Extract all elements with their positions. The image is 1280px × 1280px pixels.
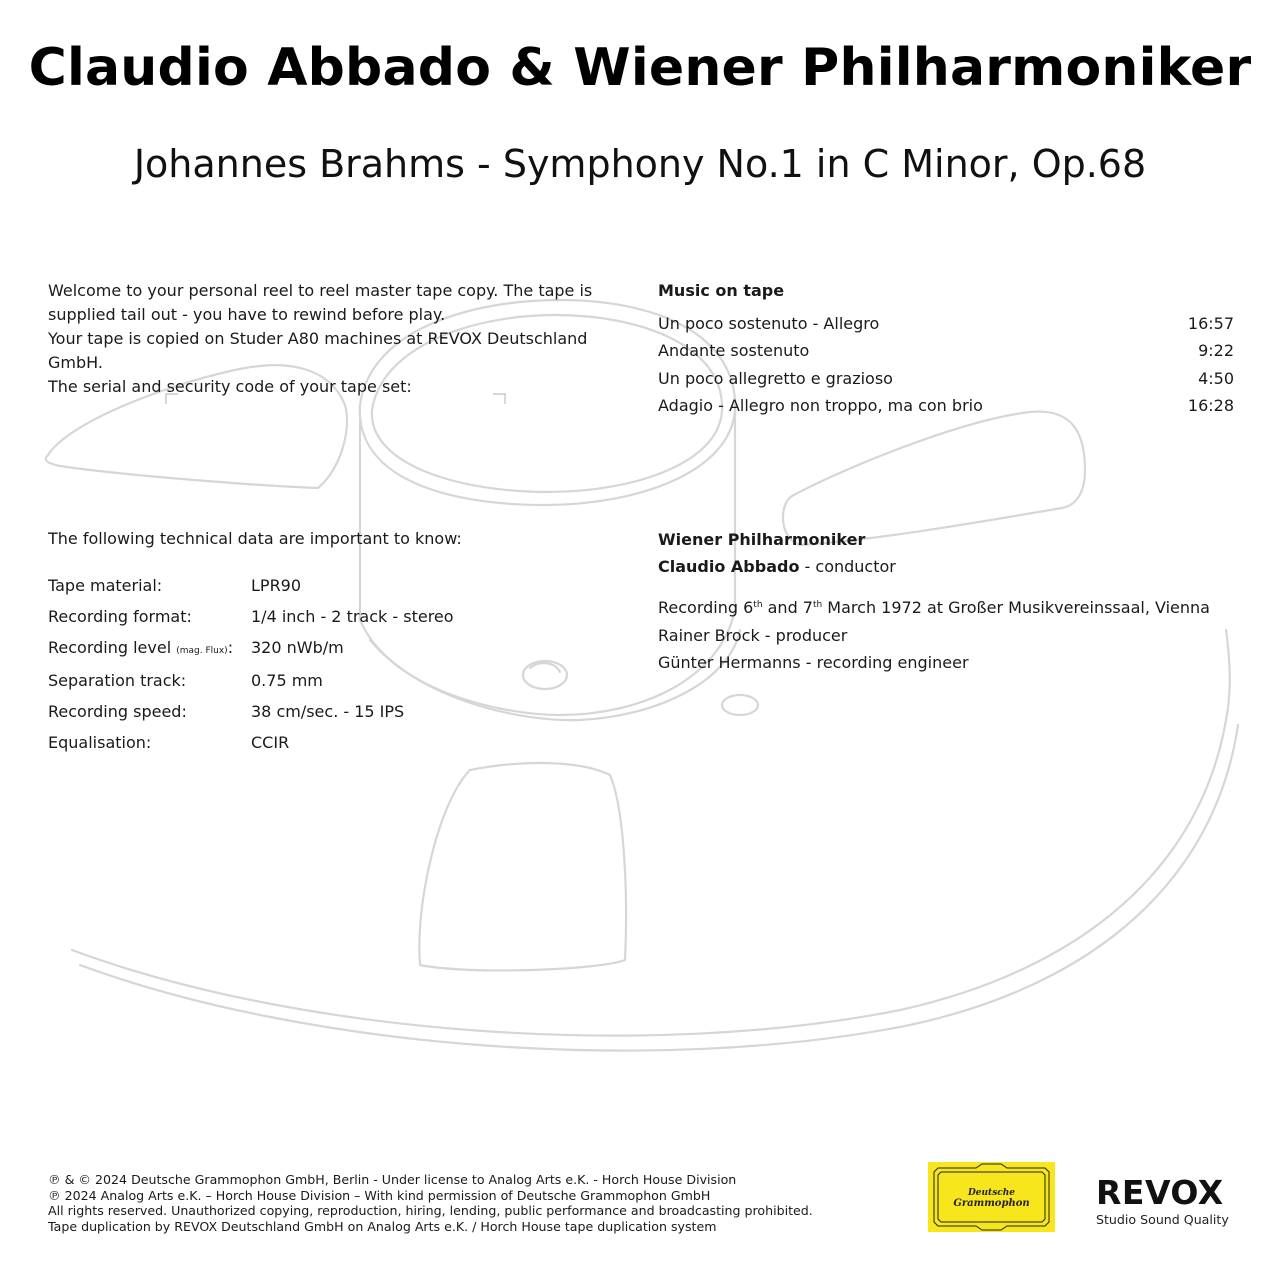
recording-info-start: Recording 6 [658,598,754,618]
revox-tagline: Studio Sound Quality [1096,1212,1229,1227]
tech-label: Tape material: [48,576,163,595]
track-duration: 4:50 [1198,368,1234,388]
tech-row [48,666,454,697]
tech-label [48,633,251,667]
tech-label: Recording format: [48,606,192,626]
orchestra-name: Wiener Philharmoniker [658,530,866,549]
tech-label: Recording speed: [48,702,187,722]
track-duration: 16:28 [1187,395,1234,415]
conductor-line [658,553,1238,580]
track-title: Un poco allegretto e grazioso [658,368,893,388]
tech-data-table [48,571,454,759]
track-row [658,310,1234,337]
music-on-tape [658,280,1234,419]
tech-value: 0.75 mm [251,671,323,691]
track-row [658,365,1234,392]
dg-logo-line2: Grammophon [953,1198,1030,1209]
track-title: Adagio - Allegro non troppo, ma con brio [658,395,983,415]
track-duration: 9:22 [1198,341,1234,361]
tech-row [48,602,454,633]
intro-line-3: The serial and security code of your tape set: [48,377,412,396]
tech-value: 320 nWb/m [251,637,344,657]
music-heading: Music on tape [658,281,785,300]
footer-line: ℗ 2024 Analog Arts e.K. – Horch House Division – With kind permission of Deutsche Grammophon GmbH [48,1187,711,1203]
tech-label-text: Recording level [48,637,172,657]
footer-line: All rights reserved. Unauthorized copying, reproduction, hiring, lending, public performance and broadcasting prohibited. [48,1203,813,1219]
tech-label-note: (mag. Flux) [176,645,228,656]
producer-credit: Rainer Brock - producer [658,625,848,645]
tech-row [48,697,454,728]
conductor-name: Claudio Abbado [658,557,800,577]
tech-label: Separation track: [48,671,187,691]
intro-line-2: Your tape is copied on Studer A80 machines at REVOX Deutschland GmbH. [48,329,588,372]
tech-row [48,571,454,602]
track-title: Un poco sostenuto - Allegro [658,314,880,333]
track-row [658,392,1234,419]
tech-value: CCIR [251,732,290,752]
tech-value: 1/4 inch - 2 track - stereo [251,606,454,626]
tech-intro: The following technical data are important to know: [48,529,462,548]
dg-logo-line1: Deutsche [967,1188,1016,1198]
deutsche-grammophon-logo [928,1162,1055,1232]
tech-label: Equalisation: [48,732,152,752]
page-subtitle: Johannes Brahms - Symphony No.1 in C Minor, Op.68 [133,142,1147,186]
credits [658,526,1238,676]
recording-info-end: March 1972 at Großer Musikvereinssaal, Vienna [822,598,1210,618]
tech-value: 38 cm/sec. - 15 IPS [251,702,405,722]
tech-row [48,728,454,759]
tech-row [48,633,454,667]
recording-info-sup: th [753,600,763,611]
page-title: Claudio Abbado & Wiener Philharmoniker [28,38,1252,98]
footer-legal [48,1172,813,1234]
track-title: Andante sostenuto [658,341,810,361]
conductor-role: - conductor [799,557,896,577]
recording-info-sup: th [812,600,823,611]
revox-logo [1096,1173,1236,1227]
intro-line-1: Welcome to your personal reel to reel master tape copy. The tape is supplied tail out - you have to rewind before play. [48,281,593,324]
revox-wordmark: REVOX [1096,1173,1224,1212]
engineer-credit: Günter Hermanns - recording engineer [658,652,969,672]
footer-line: ℗ & © 2024 Deutsche Grammophon GmbH, Berlin - Under license to Analog Arts e.K. - Horch House Division [48,1172,737,1187]
footer-line: Tape duplication by REVOX Deutschland GmbH on Analog Arts e.K. / Horch House tape duplication system [48,1218,717,1234]
recording-info-mid: and 7 [762,598,813,618]
recording-info [658,594,1238,621]
intro-text [48,279,638,399]
tech-value: LPR90 [251,576,302,595]
tech-label-suffix: : [227,637,234,657]
track-row [658,337,1234,364]
track-duration: 16:57 [1187,314,1234,333]
